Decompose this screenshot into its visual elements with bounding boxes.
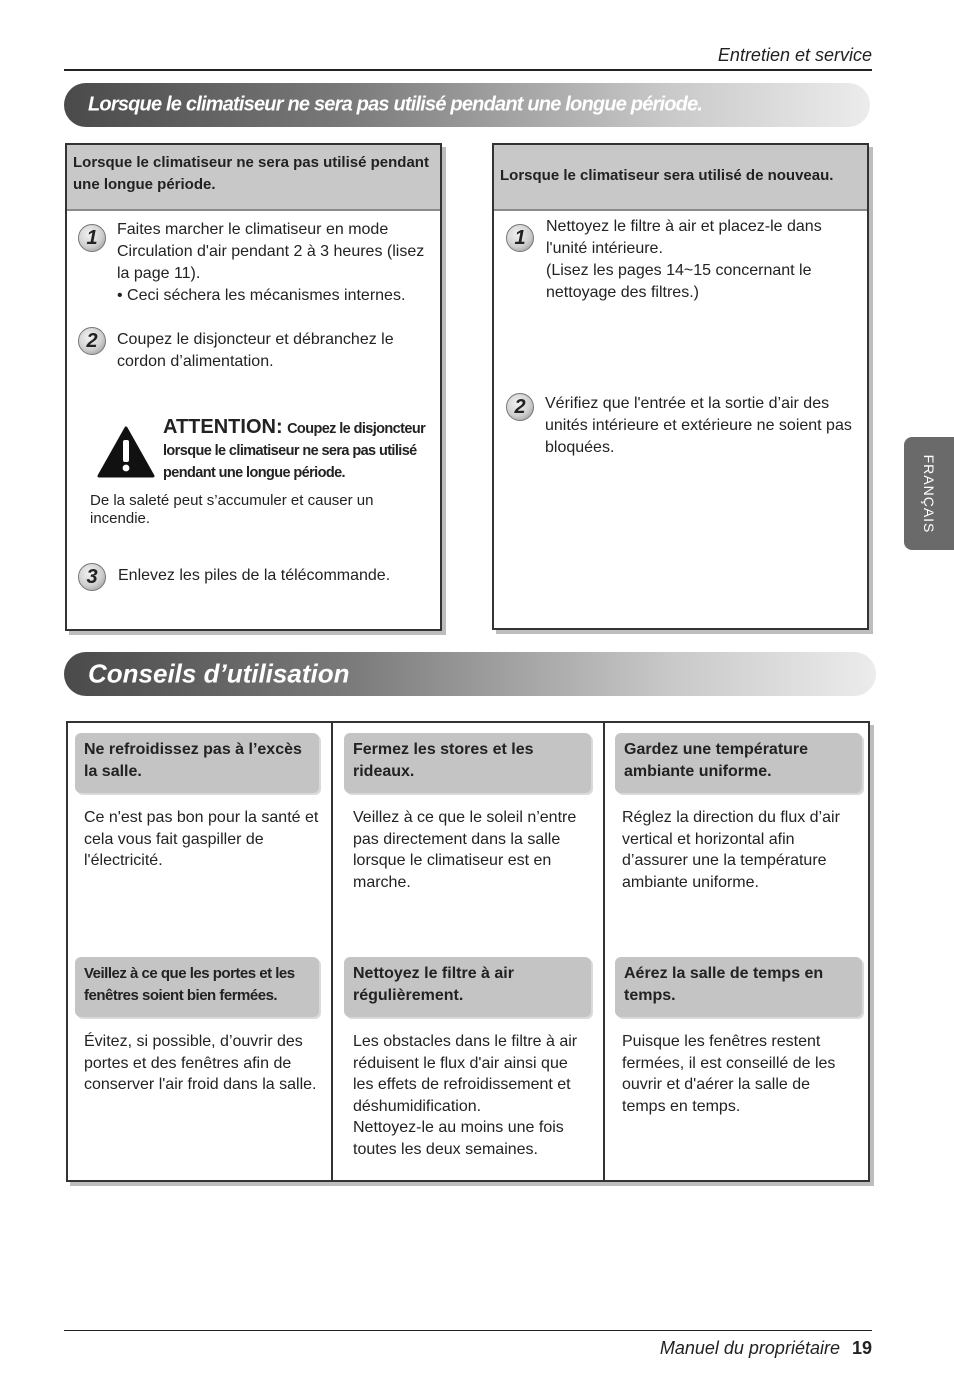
reuse-step-1-text: Nettoyez le filtre à air et placez-le dans l'unité intérieure. (Lisez les pages 14~15 concernant le nettoyage des filtres.) [546,218,822,301]
attention-text: Coupez le disjoncteur lorsque le climatiseur ne sera pas utilisé pendant une longue période. [163,421,426,481]
section-banner-tips [64,652,876,696]
attention-note: De la saleté peut s’accumuler et causer un incendie. [90,492,374,527]
attention-block [163,416,435,484]
tip-title: Gardez une température ambiante uniforme. [615,733,862,793]
banner-title: Lorsque le climatiseur ne sera pas utilisé pendant une longue période. [88,93,703,116]
step-number-1: 1 [78,224,106,252]
tip-title: Nettoyez le filtre à air régulièrement. [344,957,591,1017]
page-footer: Manuel du propriétaire 19 [659,1338,872,1358]
tip-title: Aérez la salle de temps en temps. [615,957,862,1017]
step-number-3: 3 [78,563,106,591]
step-3-text: Enlevez les piles de la télécommande. [118,567,391,584]
banner-title: Conseils d’utilisation [88,658,350,689]
warning-icon [97,426,155,478]
tip-text: Évitez, si possible, d’ouvrir des portes et des fenêtres afin de conserver l'air froid dans la salle. [84,1033,317,1093]
footer-rule [64,1330,872,1331]
section-header: Entretien et service [717,45,872,65]
tip-text: Veillez à ce que le soleil n’entre pas directement dans la salle lorsque le climatiseur est en marche. [353,809,577,891]
tip-title: Ne refroidissez pas à l’excès la salle. [75,733,319,793]
tip-text: Ce n'est pas bon pour la santé et cela vous fait gaspiller de l'électricité. [84,809,319,869]
attention-label: ATTENTION: [163,416,283,438]
page-number: 19 [851,1338,872,1358]
section-banner-storage [64,83,870,127]
header-rule [64,69,872,71]
tip-title: Fermez les stores et les rideaux. [344,733,591,793]
tip-title: Veillez à ce que les portes et les fenêtres soient bien fermées. [75,957,319,1017]
column-divider [603,721,605,1182]
step-1-text: Faites marcher le climatiseur en mode Circulation d'air pendant 2 à 3 heures (lisez la page 11). • Ceci séchera les mécanismes internes. [117,221,425,304]
reuse-step-2-text: Vérifiez que l'entrée et la sortie d’air des unités intérieure et extérieure ne soient pas bloquées. [545,395,852,456]
step-number-1: 1 [506,224,534,252]
box-title: Lorsque le climatiseur sera utilisé de nouveau. [494,145,867,211]
step-number-2: 2 [506,393,534,421]
column-divider [331,721,333,1182]
tip-text: Puisque les fenêtres restent fermées, il est conseillé de les ouvrir et d'aérer la salle de temps en temps. [622,1033,836,1115]
tip-text: Les obstacles dans le filtre à air réduisent le flux d'air ainsi que les effets de refroidissement et déshumidification. Nettoyez-le au moins une fois toutes les deux semaines. [353,1033,578,1158]
step-number-2: 2 [78,327,106,355]
tip-text: Réglez la direction du flux d’air vertical et horizontal afin d’assurer une la température ambiante uniforme. [622,809,840,891]
step-2-text: Coupez le disjoncteur et débranchez le cordon d’alimentation. [117,331,394,370]
box-title: Lorsque le climatiseur ne sera pas utilisé pendant une longue période. [67,145,440,211]
storage-instructions-box [65,143,442,631]
language-tab: FRANÇAIS [904,437,954,550]
